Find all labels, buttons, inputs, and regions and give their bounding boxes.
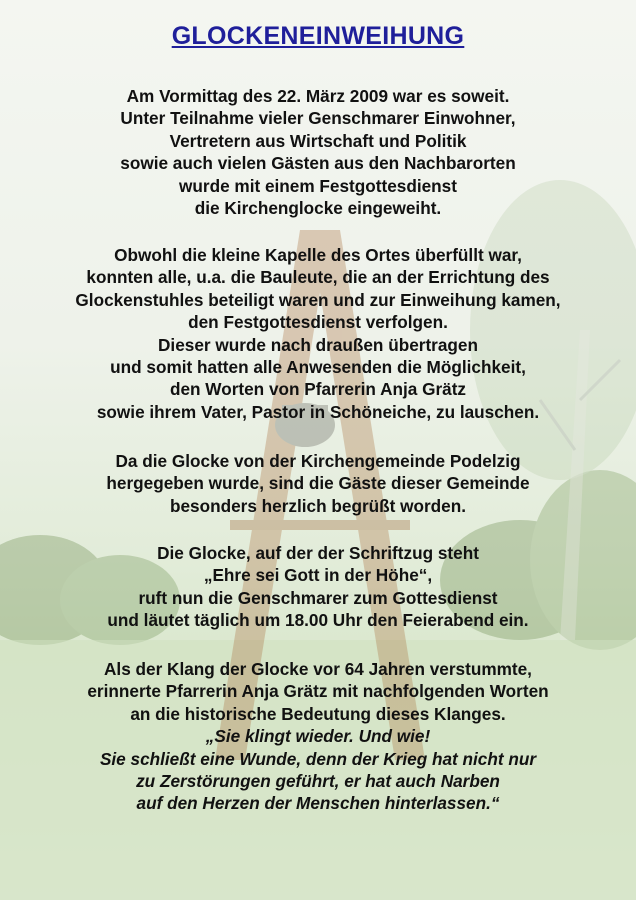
text-line: sowie auch vielen Gästen aus den Nachbarorten bbox=[120, 153, 516, 174]
quote-line: auf den Herzen der Menschen hinterlassen.“ bbox=[136, 793, 500, 814]
quote-line: zu Zerstörungen geführt, er hat auch Narben bbox=[136, 771, 500, 792]
paragraph-5 bbox=[0, 658, 636, 815]
paragraph-1 bbox=[0, 85, 636, 219]
text-line: Glockenstuhles beteiligt waren und zur Einweihung kamen, bbox=[75, 289, 561, 310]
paragraph-4 bbox=[0, 542, 636, 632]
text-line: wurde mit einem Festgottesdienst bbox=[179, 175, 457, 196]
paragraph-3 bbox=[0, 450, 636, 517]
text-line: erinnerte Pfarrerin Anja Grätz mit nachfolgenden Worten bbox=[87, 681, 549, 702]
text-line: Die Glocke, auf der der Schriftzug steht bbox=[157, 543, 479, 563]
text-line: Obwohl die kleine Kapelle des Ortes überfüllt war, bbox=[114, 245, 522, 265]
text-line: und somit hatten alle Anwesenden die Möglichkeit, bbox=[110, 357, 526, 378]
text-line: den Festgottesdienst verfolgen. bbox=[188, 312, 448, 333]
text-line: ruft nun die Genschmarer zum Gottesdienst bbox=[138, 587, 498, 608]
text-line: und läutet täglich um 18.00 Uhr den Feierabend ein. bbox=[107, 610, 529, 631]
paragraph-2 bbox=[0, 244, 636, 423]
quote-line: Sie schließt eine Wunde, denn der Krieg hat nicht nur bbox=[99, 748, 537, 769]
text-line: an die historische Bedeutung dieses Klanges. bbox=[130, 703, 506, 724]
text-line: Unter Teilnahme vieler Genschmarer Einwohner, bbox=[120, 108, 516, 129]
text-line: Vertretern aus Wirtschaft und Politik bbox=[169, 130, 467, 151]
text-line: „Ehre sei Gott in der Höhe“, bbox=[203, 565, 433, 586]
text-line: Am Vormittag des 22. März 2009 war es soweit. bbox=[126, 86, 510, 106]
text-line: den Worten von Pfarrerin Anja Grätz bbox=[169, 379, 467, 400]
text-line: konnten alle, u.a. die Bauleute, die an der Errichtung des bbox=[86, 267, 550, 288]
quote-line: „Sie klingt wieder. Und wie! bbox=[205, 726, 431, 747]
text-line: Da die Glocke von der Kirchengemeinde Podelzig bbox=[115, 451, 521, 471]
text-line: Dieser wurde nach draußen übertragen bbox=[158, 334, 478, 355]
text-line: sowie ihrem Vater, Pastor in Schöneiche, zu lauschen. bbox=[96, 401, 540, 422]
page-title: GLOCKENEINWEIHUNG bbox=[171, 22, 465, 50]
text-line: Als der Klang der Glocke vor 64 Jahren verstummte, bbox=[104, 659, 532, 679]
text-line: hergegeben wurde, sind die Gäste dieser Gemeinde bbox=[106, 473, 530, 494]
text-line: besonders herzlich begrüßt worden. bbox=[169, 495, 467, 516]
text-line: die Kirchenglocke eingeweiht. bbox=[194, 198, 442, 219]
